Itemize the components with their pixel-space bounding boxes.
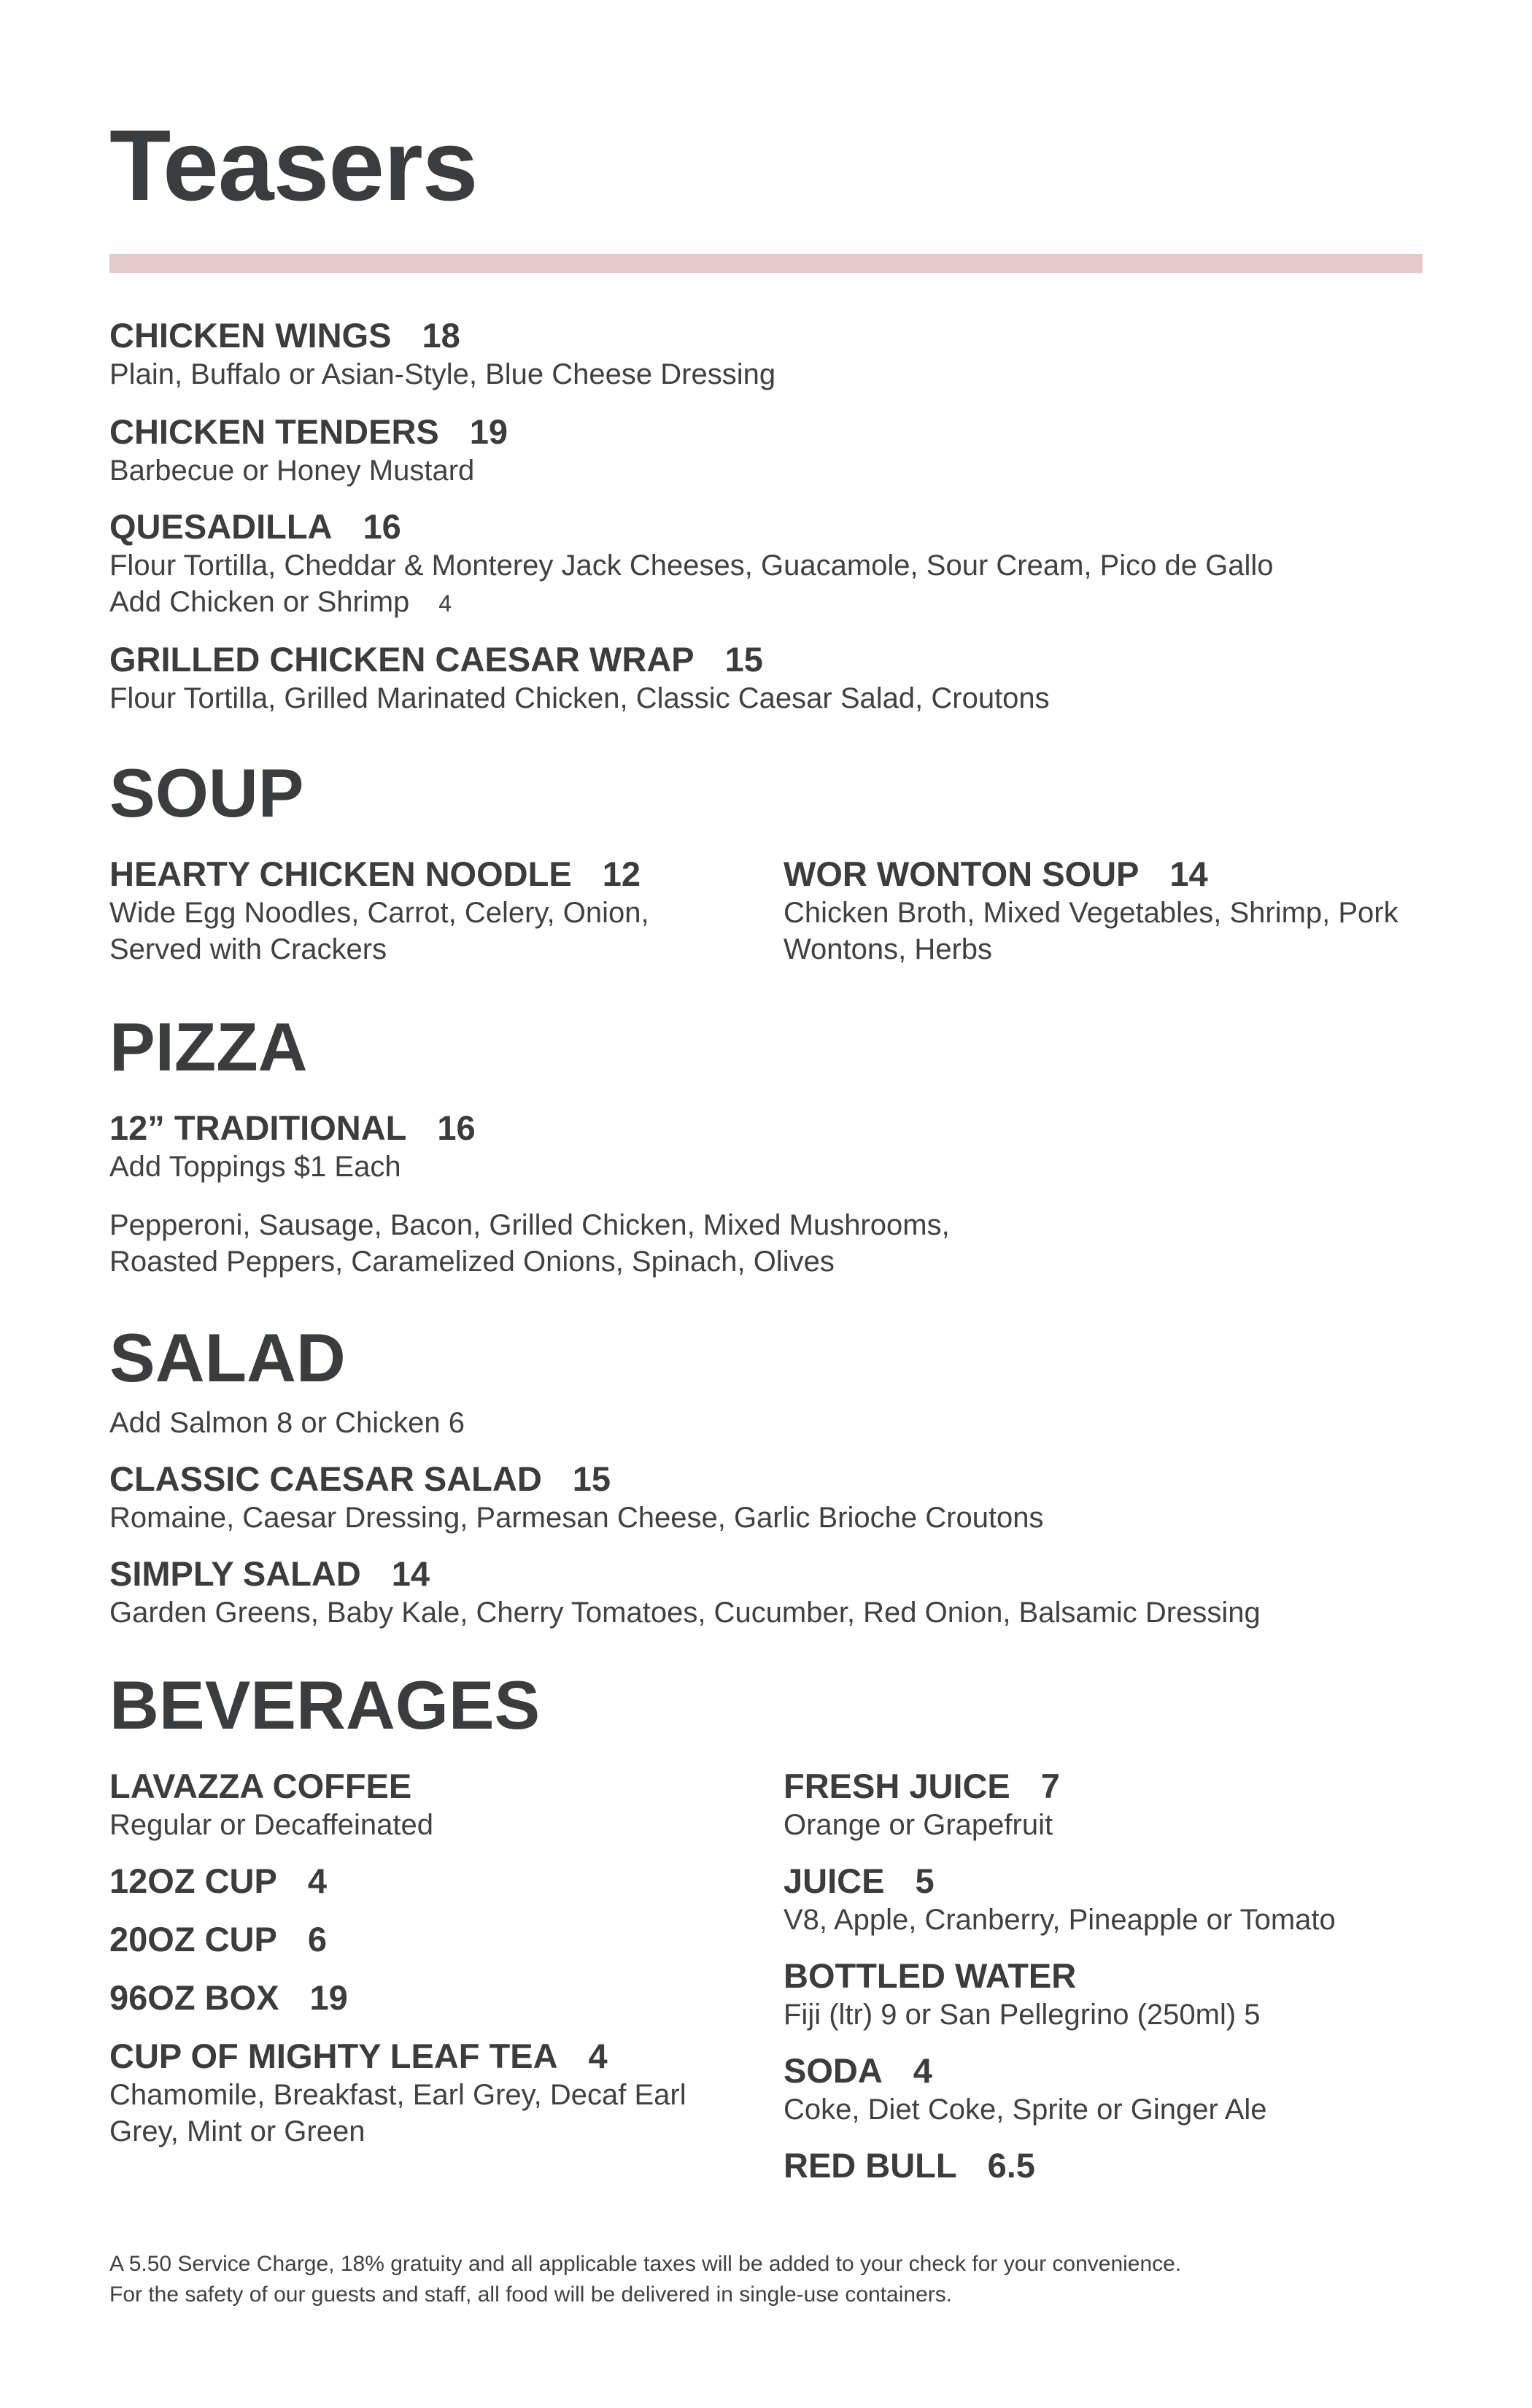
menu-item — [109, 2036, 708, 2150]
item-description: Garden Greens, Baby Kale, Cherry Tomatoes, Cucumber, Red Onion, Balsamic Dressing — [109, 1597, 1261, 1629]
item-name: 12OZ CUP — [109, 1861, 277, 1900]
item-price: 18 — [422, 316, 460, 355]
item-name: SIMPLY SALAD — [109, 1554, 361, 1593]
item-name: RED BULL — [784, 2146, 957, 2185]
pizza-heading: PIZZA — [109, 1008, 308, 1085]
menu-item — [109, 315, 1423, 393]
soup-heading: SOUP — [109, 755, 304, 831]
page-title: Teasers — [109, 109, 478, 222]
menu-item — [784, 2145, 1411, 2186]
menu-item — [784, 1766, 1411, 1843]
item-price: 15 — [572, 1459, 611, 1498]
item-description: Plain, Buffalo or Asian-Style, Blue Cheese Dressing — [109, 358, 776, 390]
teasers-section — [109, 315, 1423, 717]
item-name: 12” TRADITIONAL — [109, 1108, 407, 1147]
salad-note: Add Salmon 8 or Chicken 6 — [109, 1407, 465, 1439]
item-price: 5 — [915, 1861, 935, 1900]
menu-item — [109, 1108, 1204, 1280]
item-name: 96OZ BOX — [109, 1978, 279, 2017]
item-price: 7 — [1040, 1767, 1060, 1805]
item-price: 4 — [913, 2051, 932, 2090]
menu-item — [109, 1459, 1423, 1536]
item-price: 14 — [1169, 854, 1208, 893]
item-price: 16 — [437, 1108, 476, 1147]
menu-item — [109, 639, 1423, 717]
item-name: CHICKEN WINGS — [109, 316, 392, 355]
item-description: Flour Tortilla, Grilled Marinated Chicken, Classic Caesar Salad, Croutons — [109, 682, 1050, 714]
item-price: 14 — [391, 1554, 430, 1593]
item-name: BOTTLED WATER — [784, 1956, 1077, 1995]
item-price: 15 — [724, 640, 763, 679]
menu-item — [109, 1977, 708, 2018]
beverages-heading: BEVERAGES — [109, 1667, 541, 1743]
beverages-right-column — [784, 1766, 1411, 2186]
item-addon — [109, 584, 1423, 622]
beverages-left-column — [109, 1766, 708, 2150]
item-description: Coke, Diet Coke, Sprite or Ginger Ale — [784, 2094, 1267, 2126]
item-description: V8, Apple, Cranberry, Pineapple or Tomato — [784, 1904, 1336, 1936]
item-name: QUESADILLA — [109, 507, 333, 546]
menu-item — [784, 1956, 1411, 2033]
item-description: Add Toppings $1 Each — [109, 1151, 401, 1183]
toppings-line: Roasted Peppers, Caramelized Onions, Spinach, Olives — [109, 1246, 835, 1278]
item-name: FRESH JUICE — [784, 1767, 1010, 1805]
addon-price: 4 — [438, 590, 452, 617]
salad-section — [109, 1405, 1423, 1631]
title-divider — [109, 254, 1423, 273]
addon-label: Add Chicken or Shrimp — [109, 586, 410, 618]
item-name: CHICKEN TENDERS — [109, 412, 439, 451]
item-price: 4 — [588, 2037, 608, 2075]
menu-item — [109, 854, 708, 968]
item-price: 16 — [363, 507, 401, 546]
item-description: Fiji (ltr) 9 or San Pellegrino (250ml) 5 — [784, 1999, 1261, 2031]
menu-item — [784, 854, 1411, 968]
menu-item — [109, 1861, 708, 1902]
menu-page — [109, 0, 1423, 2408]
item-price: 4 — [307, 1861, 327, 1900]
item-description: Chamomile, Breakfast, Earl Grey, Decaf Earl Grey, Mint or Green — [109, 2079, 686, 2147]
item-description: Regular or Decaffeinated — [109, 1809, 433, 1841]
item-price: 12 — [602, 854, 641, 893]
item-description: Barbecue or Honey Mustard — [109, 455, 475, 487]
item-name: LAVAZZA COFFEE — [109, 1767, 412, 1805]
item-description: Romaine, Caesar Dressing, Parmesan Cheese, Garlic Brioche Croutons — [109, 1502, 1044, 1534]
footer-safety-note: For the safety of our guests and staff, all food will be delivered in single-use containers. — [109, 2282, 953, 2307]
item-name: HEARTY CHICKEN NOODLE — [109, 854, 572, 893]
item-price: 19 — [469, 412, 508, 451]
menu-item — [109, 412, 1423, 489]
menu-item — [109, 1919, 708, 1960]
salad-heading: SALAD — [109, 1319, 346, 1396]
item-description: Wide Egg Noodles, Carrot, Celery, Onion, Served with Crackers — [109, 897, 649, 965]
menu-item — [109, 1766, 708, 1843]
item-name: CUP OF MIGHTY LEAF TEA — [109, 2037, 558, 2075]
item-name: CLASSIC CAESAR SALAD — [109, 1459, 542, 1498]
item-price: 6 — [307, 1920, 327, 1959]
item-name: WOR WONTON SOUP — [784, 854, 1140, 893]
menu-item — [784, 2050, 1411, 2128]
toppings-line: Pepperoni, Sausage, Bacon, Grilled Chicken, Mixed Mushrooms, — [109, 1209, 950, 1241]
menu-item — [109, 1554, 1423, 1631]
item-name: 20OZ CUP — [109, 1920, 277, 1959]
menu-item — [109, 506, 1423, 622]
item-description: Chicken Broth, Mixed Vegetables, Shrimp, Pork Wontons, Herbs — [784, 897, 1398, 965]
item-description: Orange or Grapefruit — [784, 1809, 1053, 1841]
item-description: Flour Tortilla, Cheddar & Monterey Jack Cheeses, Guacamole, Sour Cream, Pico de Gallo — [109, 549, 1274, 582]
footer-service-charge: A 5.50 Service Charge, 18% gratuity and all applicable taxes will be added to your check for your convenience. — [109, 2252, 1182, 2276]
footer-notice — [109, 2249, 1423, 2310]
menu-item — [784, 1861, 1411, 1938]
item-name: SODA — [784, 2051, 883, 2090]
item-price: 19 — [309, 1978, 348, 2017]
item-name: GRILLED CHICKEN CAESAR WRAP — [109, 640, 695, 679]
item-price: 6.5 — [987, 2146, 1035, 2185]
item-name: JUICE — [784, 1861, 885, 1900]
